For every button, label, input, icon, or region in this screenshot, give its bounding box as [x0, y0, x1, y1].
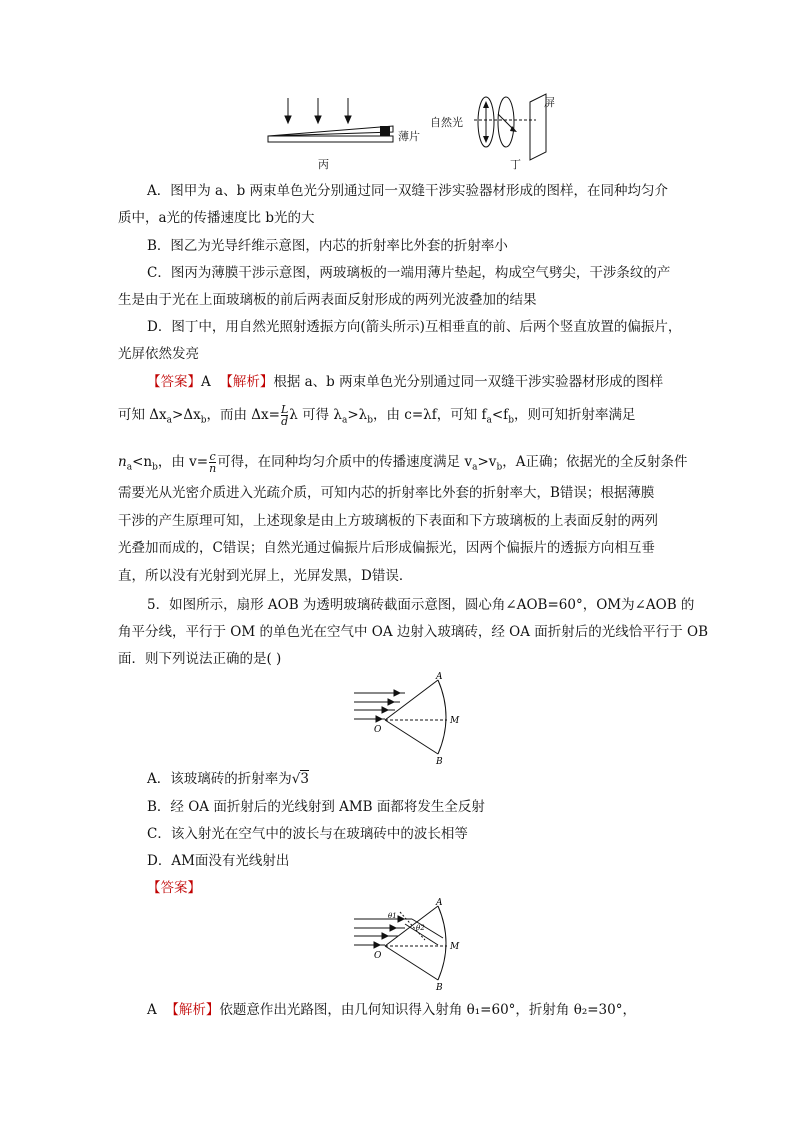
sector-drawing — [350, 672, 470, 764]
q4-option-a-line2: 质中，a光的传播速度比 b光的大 — [118, 210, 315, 226]
figure-ding-drawing — [448, 92, 558, 172]
q5-option-d: D．AM面没有光线射出 — [147, 853, 290, 869]
q5-option-c: C．该入射光在空气中的波长与在玻璃砖中的波长相等 — [147, 826, 468, 842]
q5-final-line: A 【解析】依题意作出光路图，由几何知识得入射角 θ₁=60°，折射角 θ₂=30°， — [147, 1002, 636, 1018]
analysis-text: 根据 a、b 两束单色光分别通过同一双缝干涉实验器材形成的图样 — [273, 374, 664, 390]
q5-answer-tag — [147, 878, 201, 898]
q5-option-a: A．该玻璃砖的折射率为√3 — [147, 771, 309, 787]
label-theta1: θ1 — [388, 912, 397, 920]
q4-analysis-line2: 可知 $\Delta x_a>\Delta x_b$，而由 Δx= $\frac{L}{d}$ λ 可得 $\lambda_a>\lambda_b$，由 c=λf，可知 $f_a<f_b$，则可知折射率满足 — [118, 403, 636, 428]
ding-caption: 丁 — [510, 158, 521, 171]
q4-option-a-line1: A．图甲为 a、b 两束单色光分别通过同一双缝干涉实验器材形成的图样，在同种均匀介 — [147, 183, 669, 199]
answer-tag: 【答案】 — [147, 880, 201, 896]
label-m: M — [450, 716, 460, 726]
answer-value: A — [201, 374, 211, 390]
q4-analysis-line4: 需要光从光密介质进入光疏介质，可知内芯的折射率比外套的折射率大，B错误；根据薄膜 — [118, 485, 655, 501]
q4-answer-line1 — [147, 372, 663, 392]
q4-analysis-line5: 干涉的产生原理可知，上述现象是由上方玻璃板的下表面和下方玻璃板的上表面反射的两列 — [118, 513, 658, 529]
label-m: M — [450, 942, 460, 952]
lightpath-drawing — [350, 898, 470, 990]
q5-lightpath-figure — [350, 898, 470, 990]
q4-option-c-line2: 生是由于光在上面玻璃板的前后两表面反射形成的两列光波叠加的结果 — [118, 292, 537, 308]
q4-option-b: B．图乙为光导纤维示意图，内芯的折射率比外套的折射率小 — [147, 238, 508, 254]
figure-bing — [258, 92, 428, 172]
bing-caption: 丙 — [318, 158, 329, 171]
label-a: A — [436, 898, 443, 908]
q4-analysis-line3: $n_a<n_b$，由 v= $\frac{c}{n}$ 可得，在同种均匀介质中的传播速度满足 $v_a>v_b$，A正确；依据光的全反射条件 — [118, 450, 688, 475]
q5-stem-line2: 角平分线，平行于 OM 的单色光在空气中 OA 边射入玻璃砖，经 OA 面折射后的光线恰平行于 OB — [118, 624, 709, 640]
q4-option-c-line1: C．图丙为薄膜干涉示意图，两玻璃板的一端用薄片垫起，构成空气劈尖，干涉条纹的产 — [147, 265, 671, 281]
label-theta2: θ2 — [416, 924, 425, 932]
label-o: O — [374, 725, 382, 735]
q5-stem-line3: 面．则下列说法正确的是( ) — [118, 651, 282, 667]
q4-option-d-line2: 光屏依然发亮 — [118, 346, 199, 362]
screen-label: 屏 — [544, 96, 555, 109]
label-b: B — [436, 757, 443, 764]
analysis-tag: 【解析】 — [165, 1002, 220, 1018]
q4-analysis-line7: 直，所以没有光射到光屏上，光屏发黑，D错误． — [118, 568, 413, 584]
label-a: A — [436, 672, 443, 682]
q4-option-d-line1: D．图丁中，用自然光照射透振方向(箭头所示)互相垂直的前、后两个竖直放置的偏振片， — [147, 319, 682, 335]
figure-ding — [430, 92, 558, 172]
answer-tag: 【答案】 — [147, 374, 201, 390]
q5-option-b: B．经 OA 面折射后的光线射到 AMB 面都将发生全反射 — [147, 799, 485, 815]
thin-sheet-label: 薄片 — [398, 130, 420, 143]
q5-stem-line1: 5．如图所示，扇形 AOB 为透明玻璃砖截面示意图，圆心角∠AOB=60°，OM为∠AOB 的 — [147, 597, 695, 613]
q5-sector-figure — [350, 672, 470, 764]
label-o: O — [374, 951, 382, 961]
sqrt-symbol: √ — [291, 771, 301, 787]
fraction-l-d: $\frac{L}{d}$ — [280, 403, 289, 428]
q4-analysis-line6: 光叠加而成的，C错误；自然光通过偏振片后形成偏振光，因两个偏振片的透振方向相互垂 — [118, 540, 655, 556]
natural-light-label: 自然光 — [430, 116, 463, 129]
label-b: B — [436, 983, 443, 990]
analysis-tag: 【解析】 — [219, 374, 274, 390]
fraction-c-n: $\frac{c}{n}$ — [209, 450, 217, 475]
